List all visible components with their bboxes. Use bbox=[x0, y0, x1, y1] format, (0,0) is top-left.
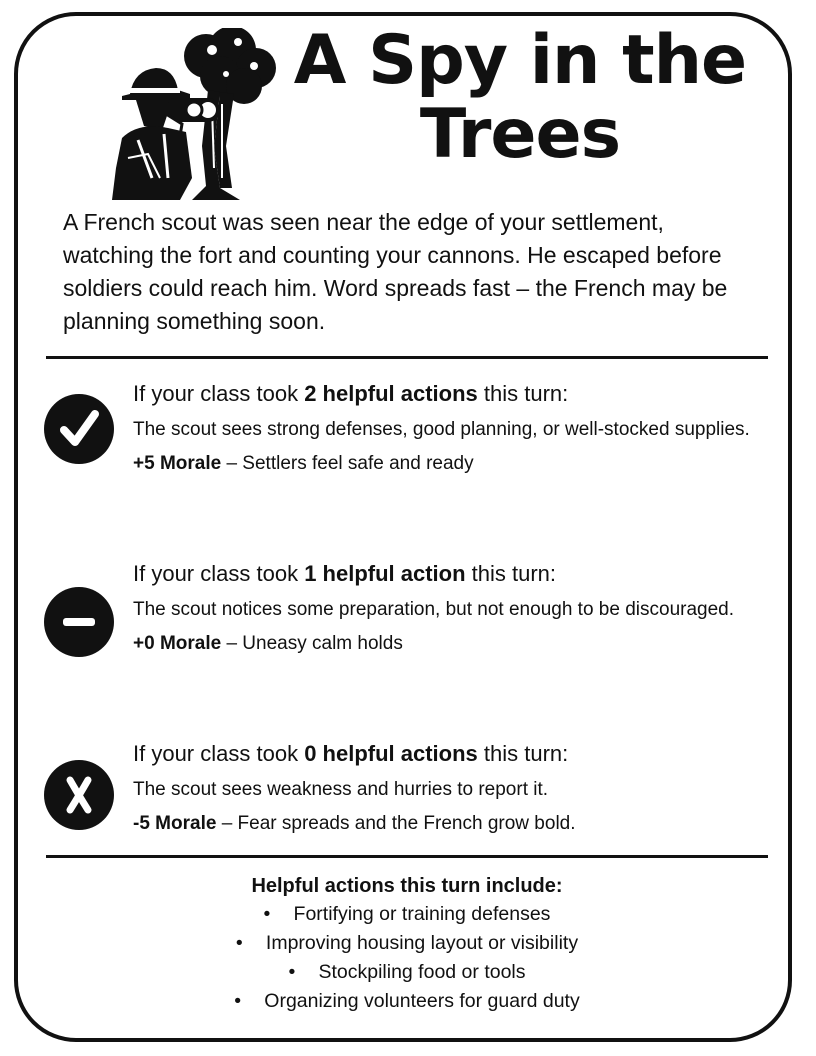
outcome-condition: If your class took 0 helpful actions this turn: bbox=[133, 741, 569, 766]
outcome-morale: +5 Morale – Settlers feel safe and ready bbox=[133, 453, 474, 474]
outcome-description: The scout sees strong defenses, good planning, or well-stocked supplies. bbox=[133, 419, 750, 440]
helpful-actions-heading: Helpful actions this turn include: bbox=[251, 875, 563, 897]
list-item: • Fortifying or training defenses bbox=[263, 903, 551, 925]
outcome-description: The scout sees weakness and hurries to report it. bbox=[133, 779, 549, 800]
outcome-morale: +0 Morale – Uneasy calm holds bbox=[133, 633, 403, 654]
x-icon bbox=[44, 760, 114, 830]
title-line-1: A Spy in the bbox=[293, 21, 747, 100]
minus-icon bbox=[44, 587, 114, 657]
spy-with-binoculars-icon bbox=[108, 28, 278, 203]
outcome-morale: -5 Morale – Fear spreads and the French grow bold. bbox=[133, 813, 576, 834]
outcome-condition: If your class took 2 helpful actions this turn: bbox=[133, 381, 569, 406]
list-item: • Organizing volunteers for guard duty bbox=[234, 990, 580, 1012]
title-line-2: Trees bbox=[419, 95, 621, 174]
checkmark-icon bbox=[44, 394, 114, 464]
intro-paragraph: A French scout was seen near the edge of your settlement, watching the fort and counting your cannons. He escaped before soldiers could reach him. Word spreads fast – the French may be planning something soon. bbox=[63, 209, 728, 334]
list-item: • Improving housing layout or visibility bbox=[235, 932, 579, 954]
page-title bbox=[290, 21, 750, 174]
list-item: • Stockpiling food or tools bbox=[288, 961, 526, 983]
divider bbox=[46, 356, 768, 359]
helpful-actions-section bbox=[46, 872, 768, 1016]
outcome-description: The scout notices some preparation, but not enough to be discouraged. bbox=[133, 599, 735, 620]
divider bbox=[46, 855, 768, 858]
helpful-actions-list bbox=[46, 900, 768, 1016]
outcome-condition: If your class took 1 helpful action this turn: bbox=[133, 561, 557, 586]
